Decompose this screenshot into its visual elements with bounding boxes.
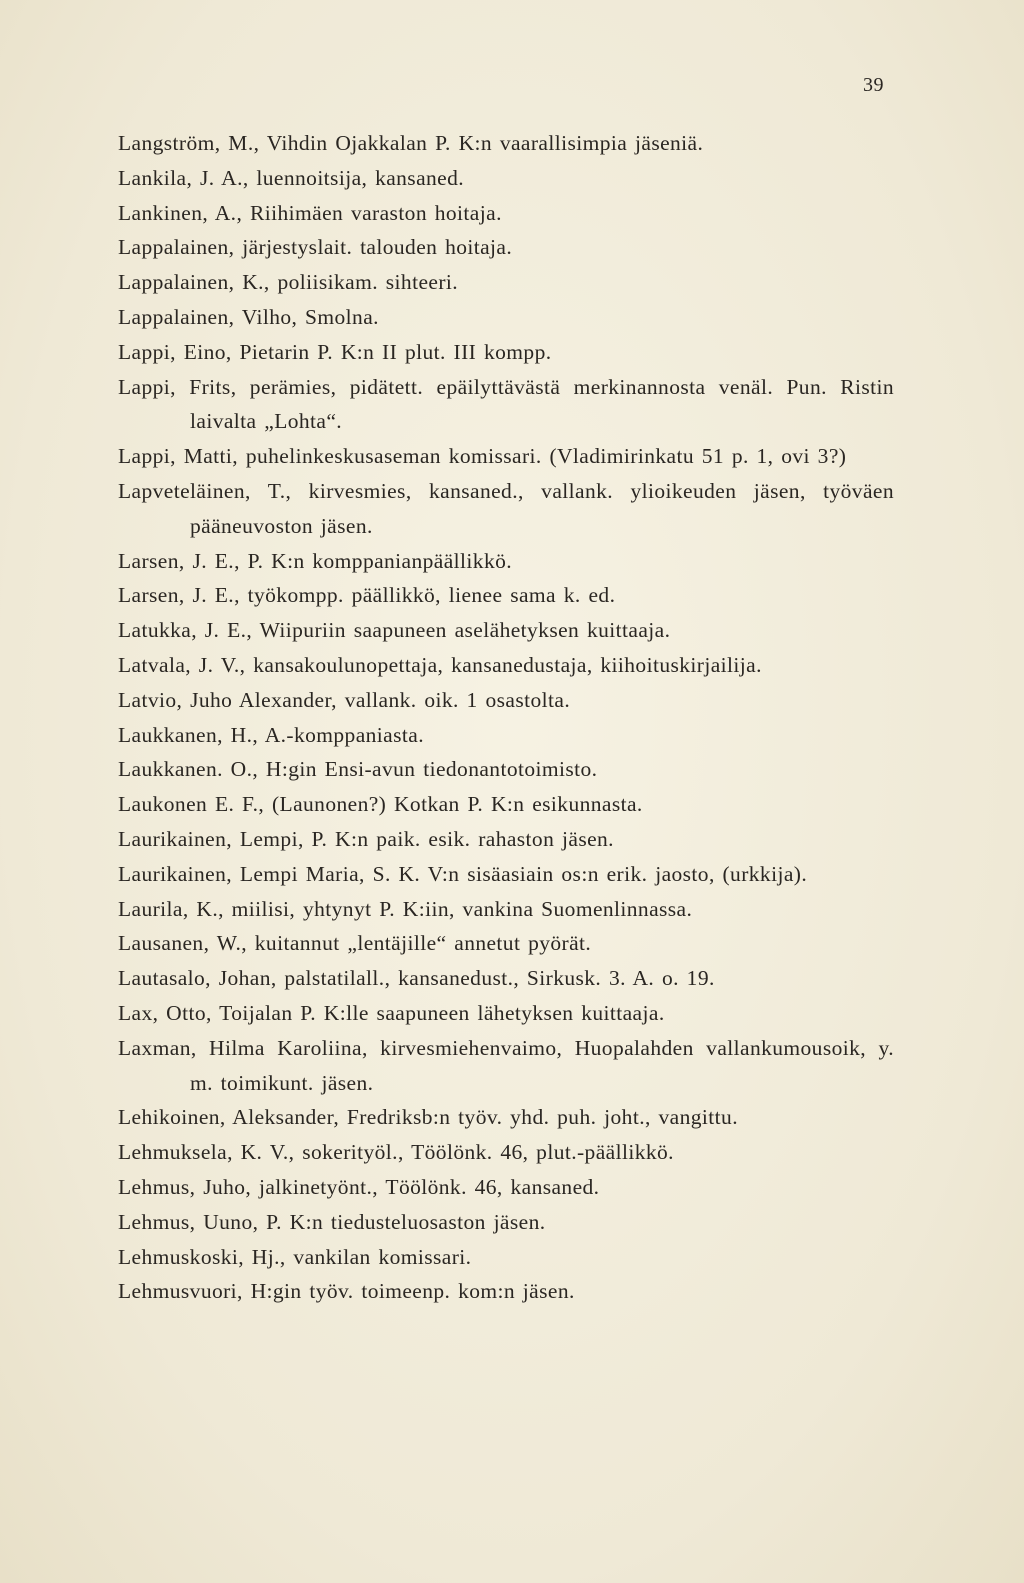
- list-entry: Latvala, J. V., kansakoulunopettaja, kansanedustaja, kiihoituskirjailija.: [118, 652, 762, 677]
- list-entry: Lankila, J. A., luennoitsija, kansaned.: [118, 165, 465, 190]
- list-entry: Lehmusvuori, H:gin työv. toimeenp. kom:n jäsen.: [118, 1279, 575, 1304]
- list-entry: Lappalainen, Vilho, Smolna.: [118, 304, 379, 329]
- list-entry: Laurila, K., miilisi, yhtynyt P. K:iin, vankina Suomenlinnassa.: [118, 896, 693, 921]
- page-number: 39: [863, 74, 884, 96]
- list-entry: Laurikainen, Lempi Maria, S. K. V:n sisäasiain os:n erik. jaosto, (urkkija).: [118, 861, 808, 886]
- list-entry: Laxman, Hilma Karoliina, kirvesmiehenvaimo, Huopalahden vallankumousoik, y. m. toimikunt. jäsen.: [118, 1035, 894, 1095]
- list-entry: Laukonen E. F., (Launonen?) Kotkan P. K:n esikunnasta.: [118, 792, 643, 817]
- list-entry: Lappalainen, järjestyslait. talouden hoitaja.: [118, 235, 513, 260]
- list-entry: Laukkanen. O., H:gin Ensi-avun tiedonantotoimisto.: [118, 757, 598, 782]
- list-entry: Lehmuksela, K. V., sokerityöl., Töölönk. 46, plut.-päällikkö.: [118, 1140, 674, 1165]
- list-entry: Larsen, J. E., P. K:n komppanianpäällikkö.: [118, 548, 513, 573]
- list-entry: Langström, M., Vihdin Ojakkalan P. K:n vaarallisimpia jäseniä.: [118, 131, 704, 155]
- list-entry: Larsen, J. E., työkompp. päällikkö, lienee sama k. ed.: [118, 583, 616, 608]
- list-entry: Lappi, Frits, perämies, pidätett. epäilyttävästä merkinannosta venäl. Pun. Ristin laivalta „Lohta“.: [118, 374, 894, 434]
- list-entry: Lankinen, A., Riihimäen varaston hoitaja.: [118, 200, 502, 225]
- list-entry: Lautasalo, Johan, palstatilall., kansanedust., Sirkusk. 3. A. o. 19.: [118, 966, 715, 991]
- list-entry: Lapveteläinen, T., kirvesmies, kansaned., vallank. ylioikeuden jäsen, työväen pääneuvoston jäsen.: [118, 478, 894, 538]
- list-entry: Lausanen, W., kuitannut „lentäjille“ annetut pyörät.: [118, 931, 592, 956]
- list-entry: Lappalainen, K., poliisikam. sihteeri.: [118, 270, 459, 295]
- list-entry: Lehikoinen, Aleksander, Fredriksb:n työv. yhd. puh. joht., vangittu.: [118, 1105, 738, 1130]
- list-entry: Lappi, Matti, puhelinkeskusaseman komissari. (Vladimirinkatu 51 p. 1, ovi 3?): [118, 444, 847, 469]
- name-list: [118, 126, 894, 1309]
- list-entry: Laurikainen, Lempi, P. K:n paik. esik. rahaston jäsen.: [118, 826, 614, 851]
- list-entry: Lehmus, Uuno, P. K:n tiedusteluosaston jäsen.: [118, 1209, 546, 1234]
- list-entry: Lehmus, Juho, jalkinetyönt., Töölönk. 46, kansaned.: [118, 1174, 600, 1199]
- list-entry: Latvio, Juho Alexander, vallank. oik. 1 osastolta.: [118, 687, 571, 712]
- list-entry: Latukka, J. E., Wiipuriin saapuneen aselähetyksen kuittaaja.: [118, 618, 671, 643]
- list-entry: Laukkanen, H., A.-komppaniasta.: [118, 722, 424, 747]
- list-entry: Lappi, Eino, Pietarin P. K:n II plut. III kompp.: [118, 339, 552, 364]
- list-entry: Lehmuskoski, Hj., vankilan komissari.: [118, 1244, 472, 1269]
- list-entry: Lax, Otto, Toijalan P. K:lle saapuneen lähetyksen kuittaaja.: [118, 1000, 665, 1025]
